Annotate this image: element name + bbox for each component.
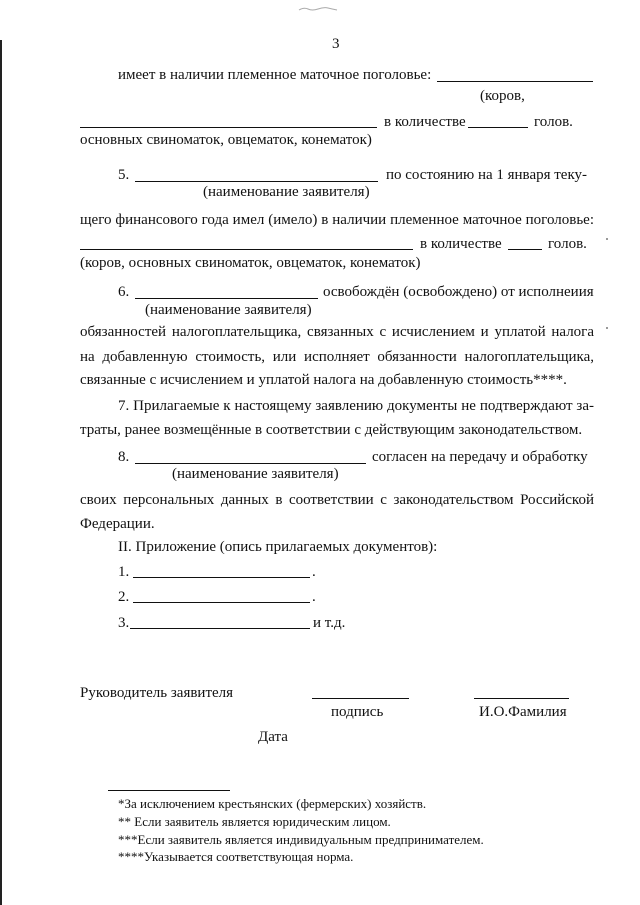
appendix-item-number: 2. xyxy=(118,589,130,605)
scan-speck xyxy=(606,327,608,329)
item6-line2: на добавленную стоимость, или исполняет обязанности налогоплательщика, xyxy=(80,349,594,365)
footnote: ***Если заявитель является индивидуальным предпринимателем. xyxy=(118,832,484,847)
appendix-item-number: 1. xyxy=(118,564,130,580)
name-label: И.О.Фамилия xyxy=(479,704,567,720)
field-applicant-name-8[interactable] xyxy=(135,463,366,464)
appendix-item-dot: . xyxy=(312,589,316,605)
block4-hint2: основных свиноматок, овцематок, конематок) xyxy=(80,132,372,148)
scan-left-edge xyxy=(0,40,2,905)
item8-text: согласен на передачу и обработку xyxy=(372,449,588,465)
field-applicant-name-5[interactable] xyxy=(135,181,378,182)
page-number: 3 xyxy=(332,36,340,52)
item7-line2: траты, ранее возмещённые в соответствии с действующим законодательством. xyxy=(80,422,583,438)
field-appendix-doc-2[interactable] xyxy=(133,602,310,603)
field-full-name[interactable] xyxy=(474,698,569,699)
item5-text: по состоянию на 1 января теку- xyxy=(386,167,588,183)
item8-number: 8. xyxy=(118,449,130,465)
item5-hint: (наименование заявителя) xyxy=(203,184,370,200)
item5-qty-label: в количестве xyxy=(420,236,502,252)
field-signature[interactable] xyxy=(312,698,409,699)
footnote: ****Указывается соответствующая норма. xyxy=(118,849,354,864)
block4-hint1: (коров, xyxy=(480,88,525,104)
signature-label: подпись xyxy=(331,704,384,720)
field-stock-type-5[interactable] xyxy=(80,249,413,250)
field-appendix-doc-1[interactable] xyxy=(133,577,310,578)
footnote-separator xyxy=(108,790,230,791)
field-stock-quantity[interactable] xyxy=(468,127,528,128)
item8-line1: своих персональных данных в соответствии с законодательством Российской xyxy=(80,492,594,508)
item6-hint: (наименование заявителя) xyxy=(145,302,312,318)
item5-hint2: (коров, основных свиноматок, овцематок, конематок) xyxy=(80,255,421,271)
appendix-item-number: 3. xyxy=(118,615,130,631)
block4-heads: голов. xyxy=(534,114,573,130)
item7-line1: 7. Прилагаемые к настоящему заявлению документы не подтверждают за- xyxy=(118,398,594,414)
appendix-etc: и т.д. xyxy=(313,615,346,631)
item5-heads: голов. xyxy=(548,236,587,252)
scan-speck xyxy=(606,238,608,240)
field-applicant-name-6[interactable] xyxy=(135,298,318,299)
field-appendix-doc-3[interactable] xyxy=(130,628,310,629)
block4-line1: имеет в наличии племенное маточное поголовье: xyxy=(118,67,432,83)
block4-qty-label: в количестве xyxy=(384,114,466,130)
item6-line1: обязанностей налогоплательщика, связанных с исчислением и уплатой налога xyxy=(80,324,594,340)
item8-hint: (наименование заявителя) xyxy=(172,466,339,482)
item6-line3: связанные с исчислением и уплатой налога на добавленную стоимость****. xyxy=(80,372,567,388)
signature-role: Руководитель заявителя xyxy=(80,685,234,701)
field-stock-type[interactable] xyxy=(80,127,377,128)
item6-text: освобождён (освобождено) от исполнеиия xyxy=(323,284,594,300)
field-stock-quantity-5[interactable] xyxy=(508,249,542,250)
item6-number: 6. xyxy=(118,284,130,300)
item8-line2: Федерации. xyxy=(80,516,155,532)
item5-line2: щего финансового года имел (имело) в наличии племенное маточное поголовье: xyxy=(80,212,594,228)
field-breeding-stock[interactable] xyxy=(437,81,593,82)
footnote: *За исключением крестьянских (фермерских) хозяйств. xyxy=(118,796,427,811)
date-label: Дата xyxy=(258,729,288,745)
item5-number: 5. xyxy=(118,167,130,183)
appendix-title: II. Приложение (опись прилагаемых документов): xyxy=(118,539,438,555)
scan-mark xyxy=(298,6,338,12)
footnote: ** Если заявитель является юридическим лицом. xyxy=(118,814,391,829)
appendix-item-dot: . xyxy=(312,564,316,580)
